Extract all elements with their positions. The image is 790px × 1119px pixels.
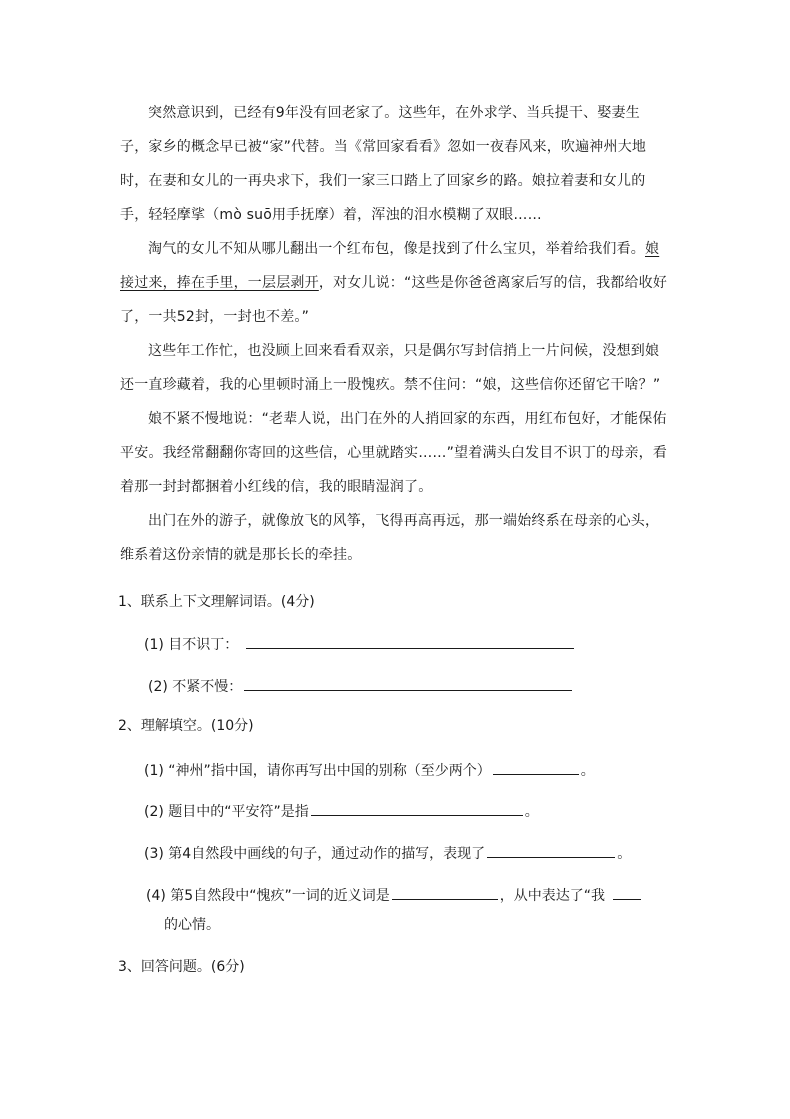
- question-1-title: 1、联系上下文理解词语。(4分): [118, 594, 315, 610]
- question-1-item-1-label: (1) 目不识丁：: [144, 637, 239, 653]
- question-2-item-1: [144, 758, 595, 783]
- passage-paragraph-1: 突然意识到，已经有9年没有回老家了。这些年，在外求学、当兵提干、娶妻生子，家乡的概念早已被“家”代替。当《常回家看看》忽如一夜春风来，吹遍神州大地时，在妻和女儿的一再央求下，我们一家三口踏上了回家乡的路。娘拉着妻和女儿的手，轻轻摩挲（mò suō用手抚摩）着，浑浊的泪水模糊了双眼……: [120, 105, 647, 223]
- question-2-item-4: [146, 883, 643, 908]
- passage-paragraph-3: 这些年工作忙，也没顾上回来看看双亲，只是偶尔写封信捎上一片问候，没想到娘还一直珍藏着，我的心里顿时涌上一股愧疚。禁不住问：“娘，这些信你还留它干啥？”: [120, 343, 661, 393]
- paragraph-2-text-before: 淘气的女儿不知从哪儿翻出一个红布包，像是找到了什么宝贝，举着给我们看。: [148, 241, 645, 257]
- answer-blank-1-1[interactable]: [246, 632, 574, 649]
- question-1-item-1: [144, 632, 576, 657]
- question-2-item-2-end: 。: [524, 804, 539, 820]
- question-2-item-1-end: 。: [580, 763, 595, 779]
- question-2-item-3-end: 。: [617, 846, 632, 862]
- question-1-item-2-label: (2) 不紧不慢：: [148, 679, 243, 695]
- question-1-item-2: [148, 674, 574, 699]
- passage-paragraph-4: 娘不紧不慢地说：“老辈人说，出门在外的人捎回家的东西，用红布包好，才能保佑平安。我经常翻翻你寄回的这些信，心里就踏实……”望着满头白发目不识丁的母亲，看着那一封封都捆着小红线的信，我的眼睛湿润了。: [120, 411, 668, 495]
- answer-blank-2-2[interactable]: [311, 799, 523, 816]
- answer-blank-2-3[interactable]: [487, 841, 615, 858]
- answer-blank-2-1[interactable]: [493, 758, 579, 775]
- question-2-item-3: [144, 841, 631, 866]
- question-2-item-4-middle: ，从中表达了“我: [499, 888, 605, 904]
- question-2-title: 2、理解填空。(10分): [118, 718, 254, 734]
- question-2-item-1-text: (1) “神州”指中国，请你再写出中国的别称（至少两个）: [144, 763, 491, 779]
- paragraph-2-text-after: ，对女儿说：“这些是你爸爸离家后写的信，我都给收好了，一共52封，一封也不差。”: [120, 275, 668, 325]
- question-3-title: 3、回答问题。(6分): [118, 959, 245, 975]
- question-2-item-4-continuation: 的心情。: [164, 917, 220, 933]
- answer-blank-1-2[interactable]: [244, 674, 572, 691]
- underlined-sentence: 娘接过来，捧在手里，一层层剥开: [120, 241, 660, 291]
- answer-blank-2-4a[interactable]: [392, 883, 498, 900]
- passage-paragraph-5: 出门在外的游子，就像放飞的风筝，飞得再高再远，那一端始终系在母亲的心头，维系着这份亲情的就是那长长的牵挂。: [120, 513, 660, 563]
- answer-blank-2-4b[interactable]: [613, 883, 641, 900]
- question-2-item-2-text: (2) 题目中的“平安符”是指: [144, 804, 309, 820]
- question-2-item-2: [144, 799, 539, 824]
- question-2-item-3-text: (3) 第4自然段中画线的句子，通过动作的描写，表现了: [144, 846, 486, 862]
- question-2-item-4-text: (4) 第5自然段中“愧疚”一词的近义词是: [146, 888, 390, 904]
- passage-paragraph-2: [120, 232, 668, 334]
